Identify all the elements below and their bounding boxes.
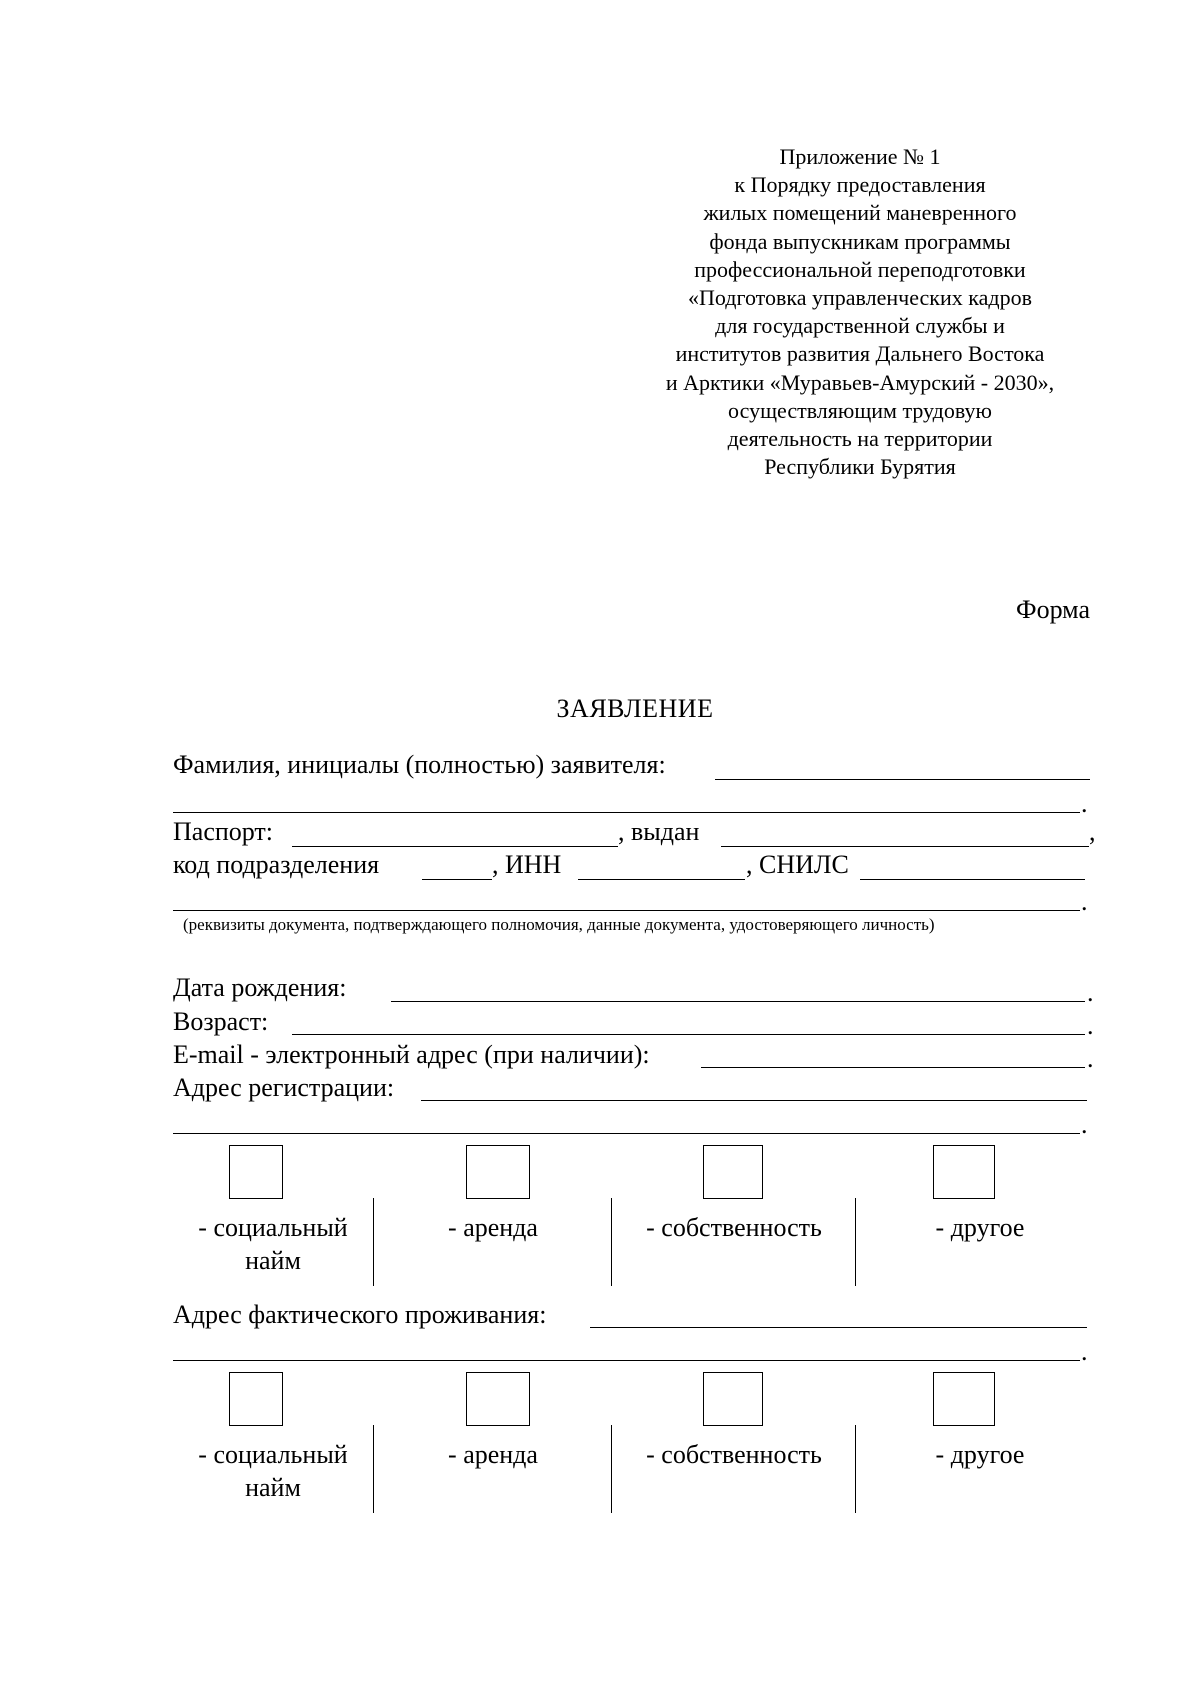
- email-field[interactable]: [701, 1067, 1085, 1068]
- form-label: Форма: [1016, 595, 1090, 624]
- appendix-line: профессиональной переподготовки: [694, 256, 1026, 282]
- line-end-dot: .: [1081, 789, 1088, 818]
- birth-date-label: Дата рождения:: [173, 973, 347, 1002]
- applicant-name-field[interactable]: [715, 779, 1090, 780]
- reg-address-field[interactable]: [421, 1100, 1087, 1101]
- appendix-line: и Арктики «Муравьев-Амурский - 2030»,: [665, 369, 1055, 395]
- age-field[interactable]: [292, 1034, 1085, 1035]
- reg-other-label: - другое: [935, 1213, 1025, 1242]
- division-code-label: код подразделения: [173, 850, 380, 879]
- appendix-line: для государственной службы и: [715, 313, 1005, 339]
- appendix-line: к Порядку предоставления: [734, 172, 986, 198]
- actual-social-lease-label: [173, 1438, 373, 1504]
- reg-rent-checkbox[interactable]: [466, 1145, 530, 1199]
- line-end-dot: .: [1087, 1011, 1094, 1040]
- option-divider: [855, 1425, 856, 1513]
- actual-other-checkbox[interactable]: [933, 1372, 995, 1426]
- appendix-line: деятельность на территории: [727, 426, 993, 452]
- option-divider: [611, 1198, 612, 1286]
- appendix-line: жилых помещений маневренного: [703, 200, 1017, 226]
- appendix-line: Республики Бурятия: [764, 454, 956, 480]
- email-label: E-mail - электронный адрес (при наличии):: [173, 1040, 650, 1069]
- applicant-name-label: Фамилия, инициалы (полностью) заявителя:: [173, 750, 666, 779]
- reg-address-label: Адрес регистрации:: [173, 1073, 395, 1102]
- option-label-line: найм: [245, 1473, 301, 1502]
- issued-by-field[interactable]: [721, 846, 1089, 847]
- option-label-line: - социальный: [198, 1213, 348, 1242]
- appendix-line: «Подготовка управленческих кадров: [688, 285, 1032, 311]
- option-divider: [373, 1425, 374, 1513]
- birth-date-field[interactable]: [391, 1001, 1085, 1002]
- division-code-field[interactable]: [422, 879, 492, 880]
- actual-other-label: - другое: [935, 1440, 1025, 1469]
- line-end-dot: .: [1081, 887, 1088, 916]
- reg-social-lease-checkbox[interactable]: [229, 1145, 283, 1199]
- appendix-line: осуществляющим трудовую: [728, 397, 992, 423]
- snils-label: , СНИЛС: [746, 850, 849, 879]
- option-label-line: найм: [245, 1246, 301, 1275]
- appendix-line: институтов развития Дальнего Востока: [675, 341, 1045, 367]
- document-details-hint: (реквизиты документа, подтверждающего полномочия, данные документа, удостоверяющего личность): [183, 915, 935, 934]
- actual-social-lease-checkbox[interactable]: [229, 1372, 283, 1426]
- inn-label: , ИНН: [492, 850, 562, 879]
- reg-ownership-checkbox[interactable]: [703, 1145, 763, 1199]
- line-end-dot: .: [1087, 978, 1094, 1007]
- document-details-field[interactable]: [173, 910, 1080, 911]
- snils-field[interactable]: [860, 879, 1085, 880]
- option-divider: [373, 1198, 374, 1286]
- reg-rent-label: - аренда: [448, 1213, 538, 1242]
- actual-rent-checkbox[interactable]: [466, 1372, 530, 1426]
- reg-other-checkbox[interactable]: [933, 1145, 995, 1199]
- reg-address-field-continued[interactable]: [173, 1133, 1080, 1134]
- option-divider: [611, 1425, 612, 1513]
- appendix-line: Приложение № 1: [779, 144, 941, 169]
- line-end-dot: .: [1081, 1110, 1088, 1139]
- actual-address-field[interactable]: [590, 1327, 1087, 1328]
- line-end-dot: .: [1081, 1337, 1088, 1366]
- actual-address-field-continued[interactable]: [173, 1360, 1080, 1361]
- actual-rent-label: - аренда: [448, 1440, 538, 1469]
- option-label-line: - социальный: [198, 1440, 348, 1469]
- option-divider: [855, 1198, 856, 1286]
- reg-ownership-label: - собственность: [646, 1213, 822, 1242]
- line-end-dot: .: [1087, 1044, 1094, 1073]
- passport-label: Паспорт:: [173, 817, 274, 846]
- inn-field[interactable]: [578, 879, 745, 880]
- passport-field[interactable]: [292, 846, 618, 847]
- appendix-header: [640, 143, 1080, 481]
- line-end-comma: ,: [1089, 817, 1096, 846]
- reg-social-lease-label: [173, 1211, 373, 1277]
- issued-by-label: , выдан: [618, 817, 700, 846]
- appendix-line: фонда выпускникам программы: [709, 228, 1011, 254]
- age-label: Возраст:: [173, 1007, 269, 1036]
- actual-ownership-checkbox[interactable]: [703, 1372, 763, 1426]
- applicant-name-field-continued[interactable]: [173, 812, 1080, 813]
- document-title: ЗАЯВЛЕНИЕ: [556, 694, 714, 723]
- actual-address-label: Адрес фактического проживания:: [173, 1300, 547, 1329]
- actual-ownership-label: - собственность: [646, 1440, 822, 1469]
